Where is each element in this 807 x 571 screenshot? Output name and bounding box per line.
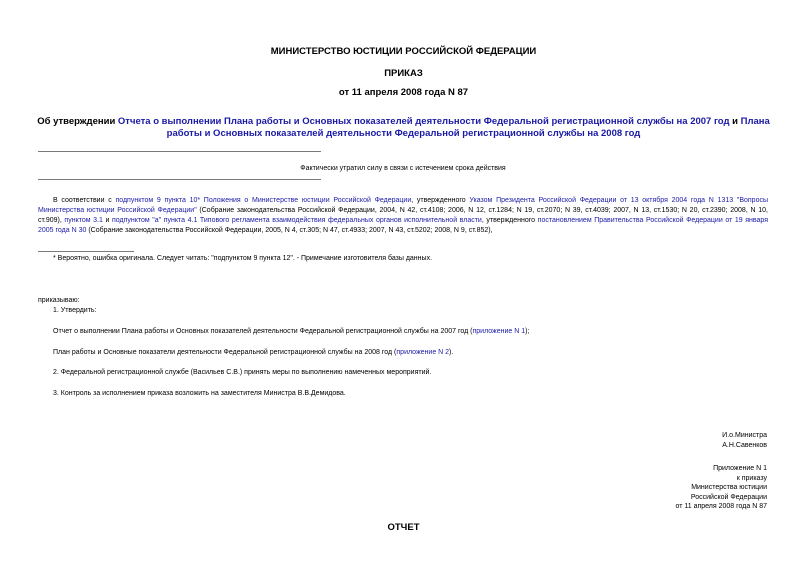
preamble-link-decree[interactable]: Указом Президента Российской Федерации от 13 октября 2004 года N 1313 "Вопросы Министерства юстиции Российской Федерации" — [38, 197, 768, 214]
preamble-link-typical-regulation[interactable]: подпунктом "а" пункта 4.1 Типового регламента взаимодействия федеральных органов исполнительной власти — [111, 217, 482, 224]
appendix-block — [675, 464, 767, 512]
order-report-line — [53, 327, 529, 336]
order-report-end: ); — [525, 328, 530, 335]
order-item-3: 3. Контроль за исполнением приказа возложить на заместителя Министра В.В.Демидова. — [53, 390, 346, 397]
title-link-report-2007[interactable]: Отчета о выполнении Плана работы и Основных показателей деятельности Федеральной регистрационной службы на 2007 год — [117, 116, 730, 127]
appendix-line-3: Министерства юстиции — [691, 484, 767, 491]
footnote-divider — [38, 251, 134, 252]
signature-position: И.о.Министра — [722, 432, 767, 439]
signature-block — [722, 431, 767, 450]
order-prikazyvayu: приказываю: — [38, 297, 80, 304]
preamble-text-1: В соответствии с — [53, 197, 116, 204]
doc-date-heading: от 11 апреля 2008 года N 87 — [338, 87, 469, 98]
order-plan-text: План работы и Основные показатели деятельности Федеральной регистрационной службы на 2008 год ( — [53, 349, 397, 356]
preamble-link-government-resolution[interactable]: постановлением Правительства Российской Федерации от 19 января 2005 года N 30 — [38, 217, 769, 234]
report-heading: ОТЧЕТ — [387, 522, 420, 533]
appendix-1-link[interactable]: приложение N 1 — [472, 328, 526, 335]
appendix-2-link[interactable]: приложение N 2 — [396, 349, 450, 356]
order-plan-line — [53, 348, 453, 357]
status-note: Фактически утратил силу в связи с истечением срока действия — [300, 165, 506, 172]
preamble-link-point-3-1[interactable]: пунктом 3.1 — [64, 217, 103, 224]
appendix-line-5: от 11 апреля 2008 года N 87 — [675, 503, 767, 510]
order-item-1: 1. Утвердить: — [53, 307, 97, 314]
title-prefix: Об утверждении — [37, 116, 118, 127]
appendix-line-2: к приказу — [736, 474, 767, 482]
title-middle: и — [729, 116, 741, 127]
preamble-text-3: (Собрание законодательства Российской Федерации, 2004, N 42, ст.4108; 2006, N 12, ст.1284; N 19, ст.2070; N 39, ст.4039; 2007, N 13, ст.1530; N 20, ст.2390; 2008, N 10, ст.909), — [38, 207, 768, 224]
appendix-line-4: Российской Федерации — [690, 493, 767, 501]
divider-top — [38, 151, 321, 152]
appendix-line-1: Приложение N 1 — [713, 465, 767, 472]
preamble-paragraph — [38, 196, 768, 236]
preamble-text-6: (Собрание законодательства Российской Федерации, 2005, N 4, ст.305; N 47, ст.4933; 2007, N 43, ст.5202; 2008, N 9, ст.852), — [86, 227, 493, 234]
signature-name: А.Н.Савенков — [722, 441, 767, 449]
order-item-2: 2. Федеральной регистрационной службе (Васильев С.В.) принять меры по выполнению намеченных мероприятий. — [53, 369, 432, 376]
title-link-plan-2008[interactable]: Плана работы и Основных показателей деятельности Федеральной регистрационной службы на 2008 год — [166, 116, 770, 139]
preamble-text-2: , утвержденного — [411, 197, 470, 204]
preamble-link-regulation[interactable]: подпунктом 9 пункта 10* Положения о Министерстве юстиции Российской Федерации — [115, 197, 412, 204]
order-plan-end: ). — [449, 349, 454, 356]
preamble-text-5: , утвержденного — [481, 217, 538, 224]
ministry-heading: МИНИСТЕРСТВО ЮСТИЦИИ РОССИЙСКОЙ ФЕДЕРАЦИИ — [270, 46, 537, 57]
divider-bottom — [38, 179, 321, 180]
doc-type-heading: ПРИКАЗ — [384, 68, 423, 79]
preamble-text-4: и — [102, 217, 112, 224]
footnote: * Вероятно, ошибка оригинала. Следует читать: "подпунктом 9 пункта 12". - Примечание изготовителя базы данных. — [53, 255, 433, 262]
document-title — [30, 116, 777, 140]
order-report-text: Отчет о выполнении Плана работы и Основных показателей деятельности Федеральной регистрационной службы на 2007 год ( — [53, 328, 473, 335]
